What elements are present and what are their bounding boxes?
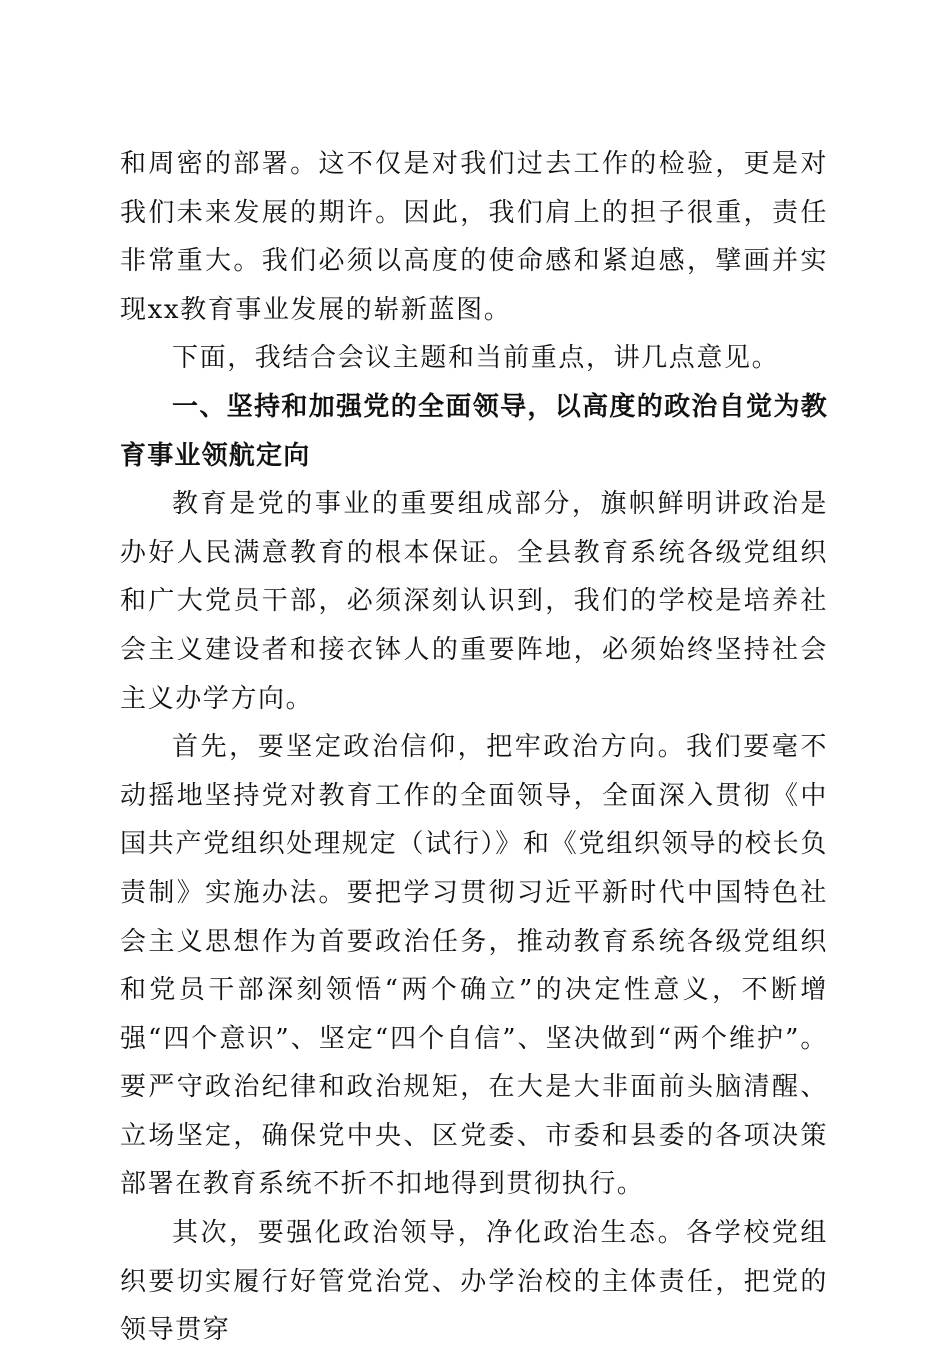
document-page	[120, 140, 828, 1355]
section-heading: 一、坚持和加强党的全面领导，以高度的政治自觉为教育事业领航定向	[120, 391, 828, 471]
body-paragraph: 首先，要坚定政治信仰，把牢政治方向。我们要毫不动摇地坚持党对教育工作的全面领导，全面深入贯彻《中国共产党组织处理规定（试行）》和《党组织领导的校长负责制》实施办法。要把学习贯彻习近平新时代中国特色社会主义思想作为首要政治任务，推动教育系统各级党组织和党员干部深刻领悟“两个确立”的决定性意义，不断增强“四个意识”、坚定“四个自信”、坚决做到“两个维护”。要严守政治纪律和政治规矩，在大是大非面前头脑清醒、立场坚定，确保党中央、区党委、市委和县委的各项决策部署在教育系统不折不扣地得到贯彻执行。	[120, 732, 828, 1200]
body-paragraph: 教育是党的事业的重要组成部分，旗帜鲜明讲政治是办好人民满意教育的根本保证。全县教育系统各级党组织和广大党员干部，必须深刻认识到，我们的学校是培养社会主义建设者和接衣钵人的重要阵地，必须始终坚持社会主义办学方向。	[120, 489, 828, 714]
intro-paragraph: 下面，我结合会议主题和当前重点，讲几点意见。	[172, 343, 780, 374]
continuation-paragraph: 和周密的部署。这不仅是对我们过去工作的检验，更是对我们未来发展的期许。因此，我们肩上的担子很重，责任非常重大。我们必须以高度的使命感和紧迫感，擘画并实现xx教育事业发展的崭新蓝图。	[120, 149, 828, 325]
body-paragraph: 其次，要强化政治领导，净化政治生态。各学校党组织要切实履行好管党治党、办学治校的主体责任，把党的领导贯穿	[120, 1218, 828, 1346]
